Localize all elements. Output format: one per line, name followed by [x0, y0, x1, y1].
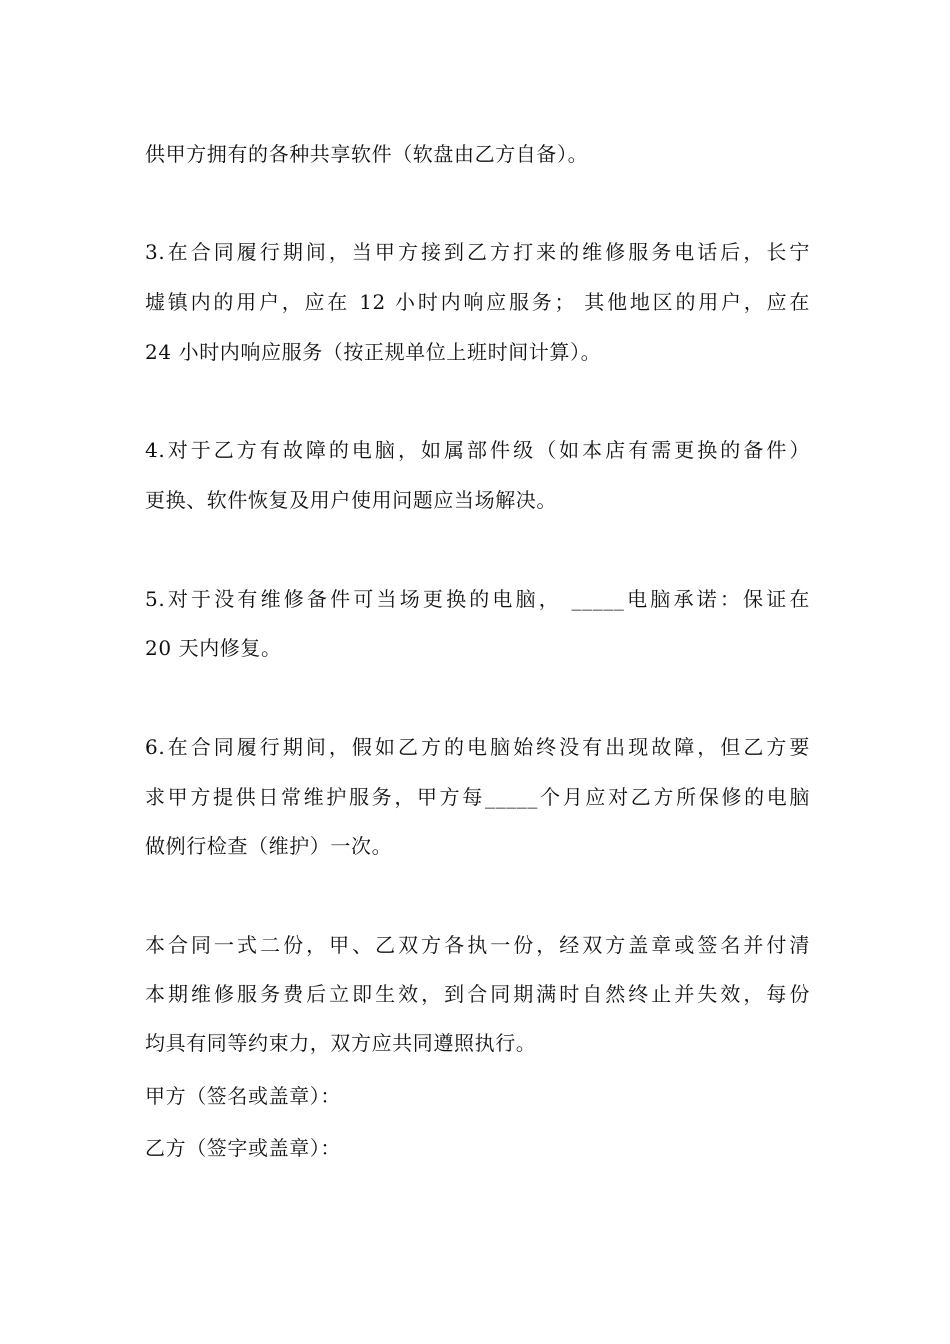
- clause-4-line-2: 更换、软件恢复及用户使用问题应当场解决。: [145, 488, 557, 512]
- clause-6-line-1: 6.在合同履行期间，假如乙方的电脑始终没有出现故障，但乙方要: [145, 735, 810, 759]
- party-a-signature-label: 甲方（签名或盖章）：: [145, 1084, 341, 1108]
- clause-5-line-2: 20 天内修复。: [145, 636, 282, 660]
- final-paragraph-line-2: 本期维修服务费后立即生效，到合同期满时自然终止并失效，每份: [145, 982, 810, 1006]
- clause-5-line-1: 5.对于没有维修备件可当场更换的电脑， _____电脑承诺：保证在: [145, 587, 810, 611]
- final-paragraph-line-1: 本合同一式二份，甲、乙双方各执一份，经双方盖章或签名并付清: [145, 933, 810, 957]
- paragraph-continuation-line-1: 供甲方拥有的各种共享软件（软盘由乙方自备）。: [145, 142, 589, 166]
- clause-3-line-1: 3.在合同履行期间，当甲方接到乙方打来的维修服务电话后，长宁: [145, 240, 810, 264]
- clause-6-line-3: 做例行检查（维护）一次。: [145, 834, 393, 858]
- clause-4-line-1: 4.对于乙方有故障的电脑，如属部件级（如本店有需更换的备件）: [145, 438, 810, 462]
- clause-6-line-2: 求甲方提供日常维护服务，甲方每_____个月应对乙方所保修的电脑: [145, 785, 810, 809]
- clause-3-line-3: 24 小时内响应服务（按正规单位上班时间计算）。: [145, 340, 602, 364]
- final-paragraph-line-3: 均具有同等约束力，双方应共同遵照执行。: [145, 1031, 537, 1055]
- party-b-signature-label: 乙方（签字或盖章）：: [145, 1136, 341, 1160]
- clause-3-line-2: 墟镇内的用户，应在 12 小时内响应服务； 其他地区的用户，应在: [145, 290, 810, 314]
